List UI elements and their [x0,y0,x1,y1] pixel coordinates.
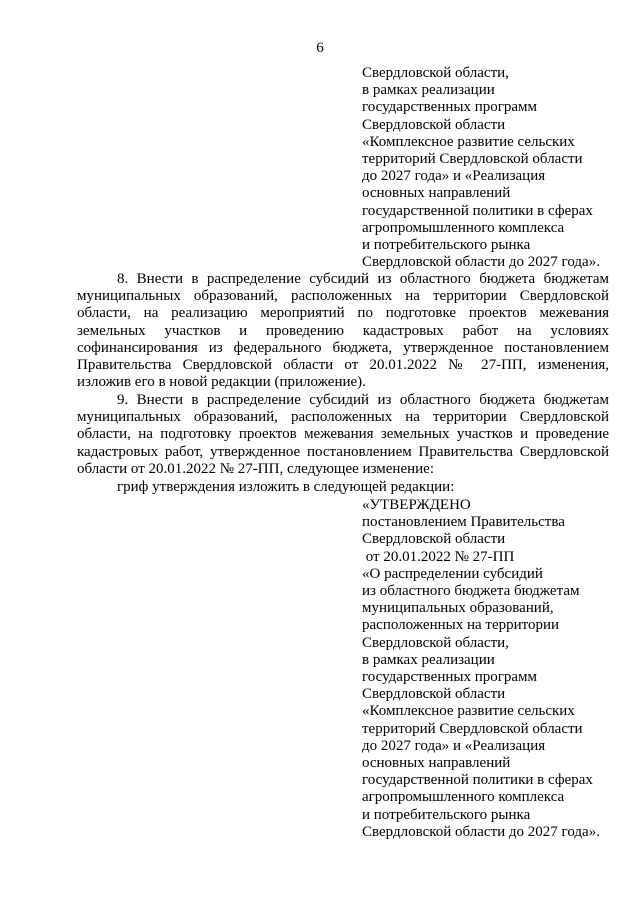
paragraph-line: земельных участков и проведению кадастровых работ на условиях [77,322,609,339]
approval-line: постановлением Правительства [362,514,565,531]
approval-line: Свердловской области, [362,634,509,651]
paragraph-line: 8. Внести в распределение субсидий из областного бюджета бюджетам [117,271,609,287]
title-line: до 2027 года» и «Реализация [362,168,546,185]
approval-line: до 2027 года» и «Реализация [362,737,546,754]
paragraph-line: кадастровых работ, утвержденное постановлением Правительства Свердловской [77,443,609,460]
title-line: государственной политики в сферах [362,202,593,219]
paragraph-9 [77,392,609,478]
approval-line: от 20.01.2022 № 27-ПП [362,548,515,565]
title-line: в рамках реализации [362,82,495,99]
title-line: Свердловской области до 2027 года». [362,254,600,271]
approval-line: муниципальных образований, [362,600,554,617]
approval-line: в рамках реализации [362,651,495,668]
paragraph-line: области, на реализацию мероприятий по подготовке проектов межевания [77,305,609,322]
title-line: основных направлений [362,185,511,202]
title-line: агропромышленного комплекса [362,219,565,236]
title-line: «Комплексное развитие сельских [362,133,575,150]
paragraph-line: Правительства Свердловской области от 20.01.2022 № 27-ПП, изменения, [77,357,609,374]
approval-line: Свердловской области [362,531,506,548]
approval-line: государственных программ [362,669,538,686]
approval-line: «Комплексное развитие сельских [362,703,575,720]
approval-line: из областного бюджета бюджетам [362,583,580,600]
approval-line: «О распределении субсидий [362,565,543,582]
approval-line: территорий Свердловской области [362,720,583,737]
approval-stamp-block [362,497,612,841]
grif-instruction: гриф утверждения изложить в следующей редакции: [117,479,455,495]
paragraph-line: области, на подготовку проектов межевания земельных участков и проведение [77,426,609,443]
approval-line: государственной политики в сферах [362,772,593,789]
title-line: территорий Свердловской области [362,151,583,168]
paragraph-line: муниципальных образований, расположенных на территории Свердловской [77,409,609,426]
paragraph-line: муниципальных образований, расположенных на территории Свердловской [77,288,609,305]
title-line: Свердловской области [362,116,506,133]
paragraph-8 [77,271,609,391]
approval-line: и потребительского рынка [362,806,531,823]
paragraph-line: софинансирования из федерального бюджета, утвержденное постановлением [77,339,609,356]
paragraph-line: изложив его в новой редакции (приложение). [77,374,366,391]
approval-line: Свердловской области до 2027 года». [362,823,600,840]
approval-line: «УТВЕРЖДЕНО [362,497,471,513]
approval-line: основных направлений [362,755,511,772]
title-line: Свердловской области, [362,65,509,81]
approval-line: агропромышленного комплекса [362,789,565,806]
paragraph-line: области от 20.01.2022 № 27-ПП, следующее изменение: [77,460,434,477]
approval-line: расположенных на территории [362,617,560,634]
continued-title-block [362,65,612,271]
title-line: государственных программ [362,99,538,116]
approval-line: Свердловской области [362,686,506,703]
paragraph-line: 9. Внести в распределение субсидий из областного бюджета бюджетам [117,392,609,408]
title-line: и потребительского рынка [362,237,531,254]
page-number: 6 [316,40,324,56]
